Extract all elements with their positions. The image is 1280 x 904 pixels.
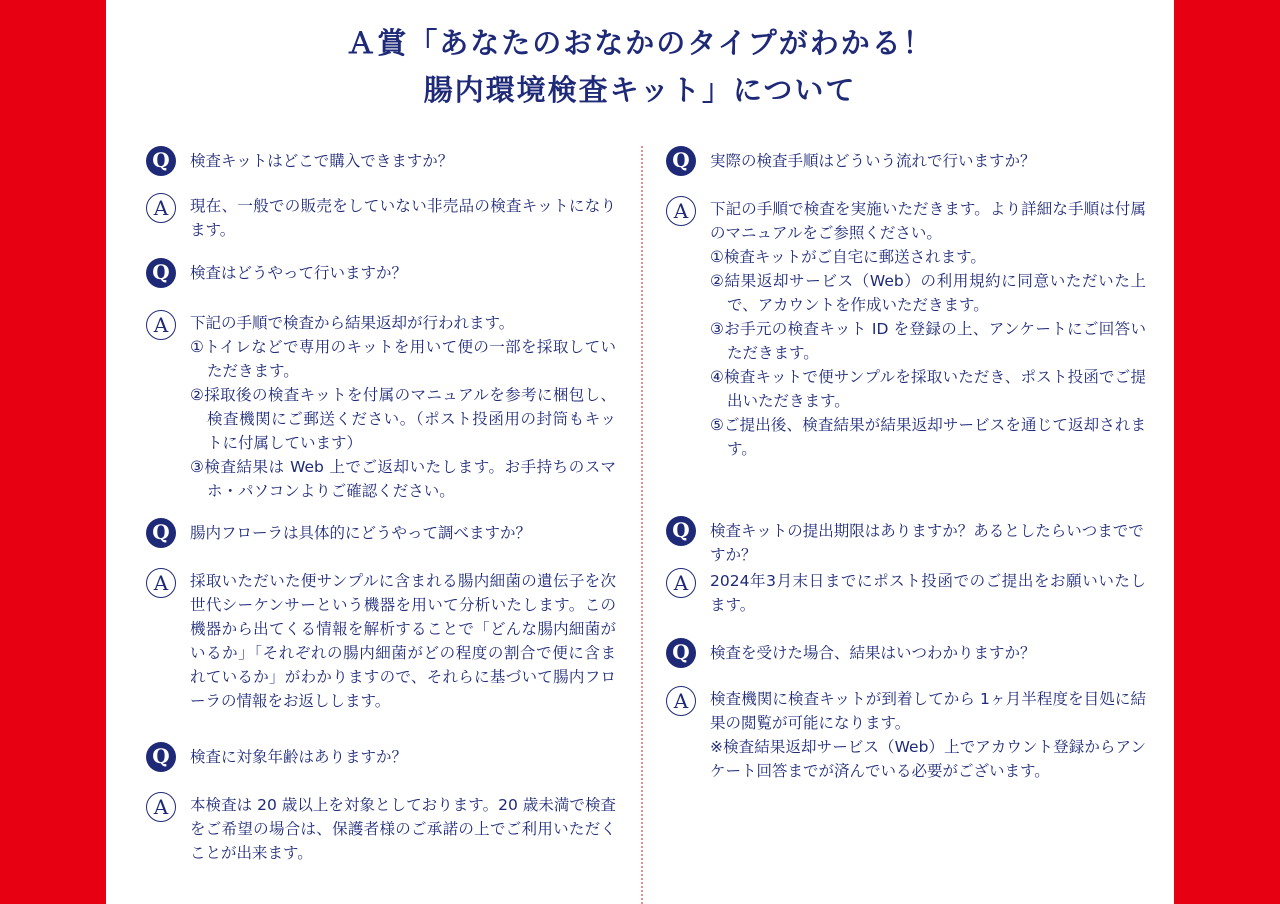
answer-text [190, 311, 616, 503]
answer-text [710, 197, 1146, 461]
answer-text: 現在、一般での販売をしていない非売品の検査キットになります。 [190, 197, 616, 239]
question-text: 検査キットの提出期限はありますか？あるとしたらいつまでですか？ [710, 522, 1144, 564]
q-badge-icon: Q [146, 258, 176, 288]
a-badge-icon: A [666, 686, 696, 716]
answer-text: 採取いただいた便サンプルに含まれる腸内細菌の遺伝子を次世代シーケンサーという機器を用いて分析いたします。この機器から出てくる情報を解析することで「どんな腸内細菌がいるか」「それぞれの腸内細菌がどの程度の割合で便に含まれているか」がわかりますので、それらに基づいて腸内フローラの情報をお返しします。 [190, 572, 616, 710]
q-badge-icon: Q [146, 518, 176, 548]
question-text: 検査を受けた場合、結果はいつわかりますか？ [710, 644, 1036, 662]
a-badge-icon: A [666, 196, 696, 226]
answer-note: ※検査結果返却サービス（Web）上でアカウント登録からアンケート回答までが済んでいる必要がございます。 [710, 738, 1146, 780]
q-badge-icon: Q [146, 742, 176, 772]
step-item: ②結果返却サービス（Web）の利用規約に同意いただいた上で、アカウントを作成いただきます。 [710, 272, 1146, 314]
step-item: ①トイレなどで専用のキットを用いて便の一部を採取していただきます。 [190, 338, 616, 380]
a-badge-icon: A [146, 568, 176, 598]
step-item: ②採取後の検査キットを付属のマニュアルを参考に梱包し、検査機関にご郵送ください。（ポスト投函用の封筒もキットに付属しています） [190, 386, 616, 452]
q-badge-icon: Q [146, 146, 176, 176]
page [106, 0, 1174, 904]
question-text: 検査キットはどこで購入できますか？ [190, 152, 454, 170]
question-text: 検査はどうやって行いますか？ [190, 264, 408, 282]
step-item: ⑤ご提出後、検査結果が結果返却サービスを通じて返却されます。 [710, 416, 1146, 458]
answer-text: 本検査は 20 歳以上を対象としております。20 歳未満で検査をご希望の場合は、保護者様のご承諾の上でご利用いただくことが出来ます。 [190, 796, 616, 862]
title-line-1: Ａ賞「あなたのおなかのタイプがわかる！ [346, 26, 934, 60]
step-item: ①検査キットがご自宅に郵送されます。 [710, 248, 986, 266]
q-badge-icon: Q [666, 516, 696, 546]
q-badge-icon: Q [666, 146, 696, 176]
answer-intro: 下記の手順で検査を実施いただきます。より詳細な手順は付属のマニュアルをご参照ください。 [710, 200, 1146, 242]
title-line-2: 腸内環境検査キット」について [423, 73, 857, 107]
column-divider [641, 146, 643, 904]
question-text: 腸内フローラは具体的にどうやって調べますか？ [190, 524, 532, 542]
a-badge-icon: A [666, 568, 696, 598]
a-badge-icon: A [146, 792, 176, 822]
question-text: 検査に対象年齢はありますか？ [190, 748, 408, 766]
step-item: ③検査結果は Web 上でご返却いたします。お手持ちのスマホ・パソコンよりご確認ください。 [190, 458, 616, 500]
step-item: ③お手元の検査キット ID を登録の上、アンケートにご回答いただきます。 [710, 320, 1146, 362]
question-text: 実際の検査手順はどういう流れで行いますか？ [710, 152, 1036, 170]
a-badge-icon: A [146, 310, 176, 340]
answer-text: 2024年3月末日までにポスト投函でのご提出をお願いいたします。 [710, 572, 1146, 614]
q-badge-icon: Q [666, 638, 696, 668]
a-badge-icon: A [146, 193, 176, 223]
answer-text [710, 687, 1146, 783]
step-item: ④検査キットで便サンプルを採取いただき、ポスト投函でご提出いただきます。 [710, 368, 1146, 410]
answer-main: 検査機関に検査キットが到着してから 1ヶ月半程度を目処に結果の閲覧が可能になります。 [710, 690, 1146, 732]
answer-intro: 下記の手順で検査から結果返却が行われます。 [190, 314, 515, 332]
page-title [106, 20, 1174, 114]
